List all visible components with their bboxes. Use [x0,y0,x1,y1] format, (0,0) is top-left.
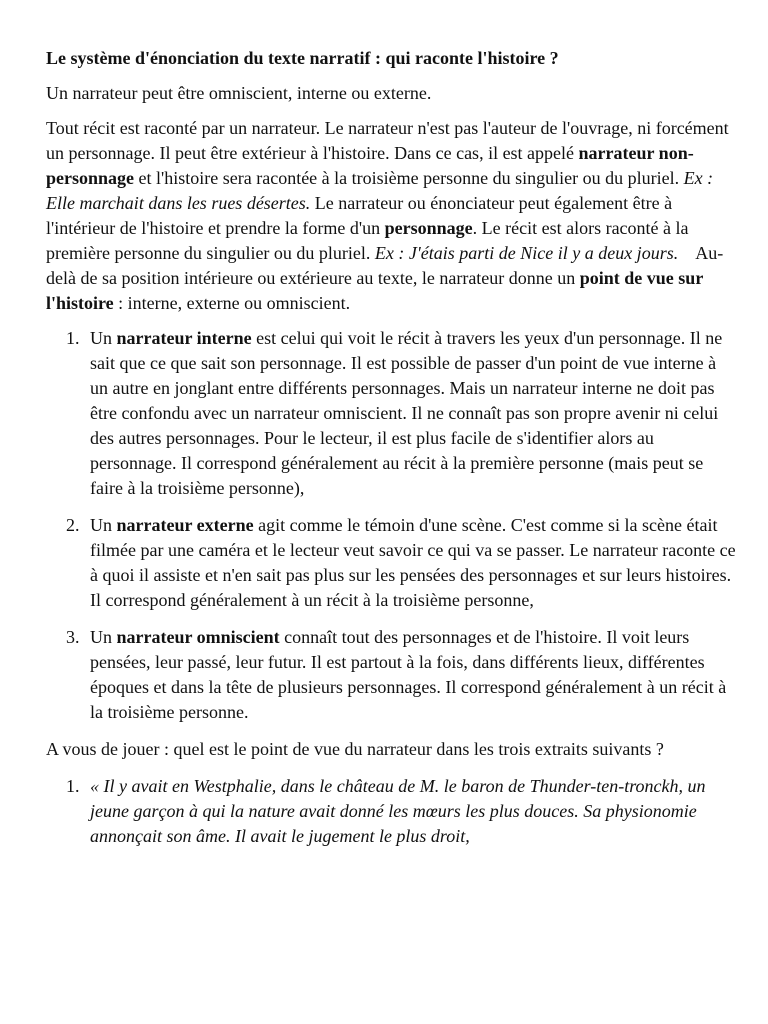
exercise-prompt: A vous de jouer : quel est le point de vue du narrateur dans les trois extraits suivants ? [46,739,664,759]
extracts-list [46,774,736,849]
term-personnage: personnage [384,218,473,238]
paragraph-text: Le narrateur ou énonciateur peut également être à l'intérieur de l'histoire et prendre la forme d'un [46,193,673,238]
paragraph-text: . Le récit est alors raconté à la première personne du singulier ou du pluriel. [46,218,689,263]
list-text: est celui qui voit le récit à travers les yeux d'un personnage. Il ne sait que ce que sait son personnage. Il est possible de passer d'un point de vue interne à un autre en jonglant entre différents personnages. Mais un narrateur interne ne doit pas être confondu avec un narrateur omniscient. Il ne connaît pas son propre avenir ni celui des autres personnages. Pour le lecteur, il est plus facile de s'identifier alors au personnage. Il correspond généralement au récit à la première personne (mais peut se faire à la troisième personne), [90,328,723,498]
list-text: connaît tout des personnages et de l'histoire. Il voit leurs pensées, leur passé, leur futur. Il est partout à la fois, dans différents lieux, différentes époques et dans la tête de plusieurs personnages. Il correspond généralement à un récit à la troisième personne. [90,627,727,722]
term-narrateur-externe: narrateur externe [116,515,254,535]
document-page [46,46,736,861]
narrator-types-list [46,326,736,725]
intro-sentence: Un narrateur peut être omniscient, interne ou externe. [46,83,432,103]
list-number: 3. [66,627,80,647]
list-number: 2. [66,515,80,535]
example-third-person: Ex : Elle marchait dans les rues désertes. [46,168,714,213]
list-item [46,774,736,849]
extract-text: « Il y avait en Westphalie, dans le château de M. le baron de Thunder-ten-tronckh, un jeune garçon à qui la nature avait donné les mœurs les plus douces. Sa physionomie annonçait son âme. Il avait le jugement le plus droit, [90,776,706,846]
list-text: Un [90,627,117,647]
list-item [46,513,736,613]
term-narrateur-non-personnage: narrateur non-personnage [46,143,694,188]
paragraph-text: Au-delà de sa position intérieure ou extérieure au texte, le narrateur donne un [46,243,724,288]
list-text: Un [90,515,117,535]
list-number: 1. [66,776,80,796]
list-text: agit comme le témoin d'une scène. C'est comme si la scène était filmée par une caméra et le lecteur veut savoir ce qui va se passer. Le narrateur raconte ce à quoi il assiste et n'en sait pas plus sur les pensées des personnages et sur leurs histoires. Il correspond généralement à un récit à la troisième personne, [90,515,736,610]
example-first-person: Ex : J'étais parti de Nice il y a deux jours. [374,243,679,263]
list-number: 1. [66,328,80,348]
term-point-de-vue: point de vue sur l'histoire [46,268,703,313]
term-narrateur-interne: narrateur interne [116,328,252,348]
term-narrateur-omniscient: narrateur omniscient [116,627,280,647]
document-title: Le système d'énonciation du texte narratif : qui raconte l'histoire ? [46,48,559,68]
paragraph-text: : interne, externe ou omniscient. [113,293,351,313]
paragraph-text: et l'histoire sera racontée à la troisième personne du singulier ou du pluriel. [134,168,684,188]
list-text: Un [90,328,117,348]
list-item [46,625,736,725]
list-item [46,326,736,501]
main-paragraph [46,116,736,316]
paragraph-text: Tout récit est raconté par un narrateur. Le narrateur n'est pas l'auteur de l'ouvrage, ni forcément un personnage. Il peut être extérieur à l'histoire. Dans ce cas, il est appelé [46,118,729,163]
